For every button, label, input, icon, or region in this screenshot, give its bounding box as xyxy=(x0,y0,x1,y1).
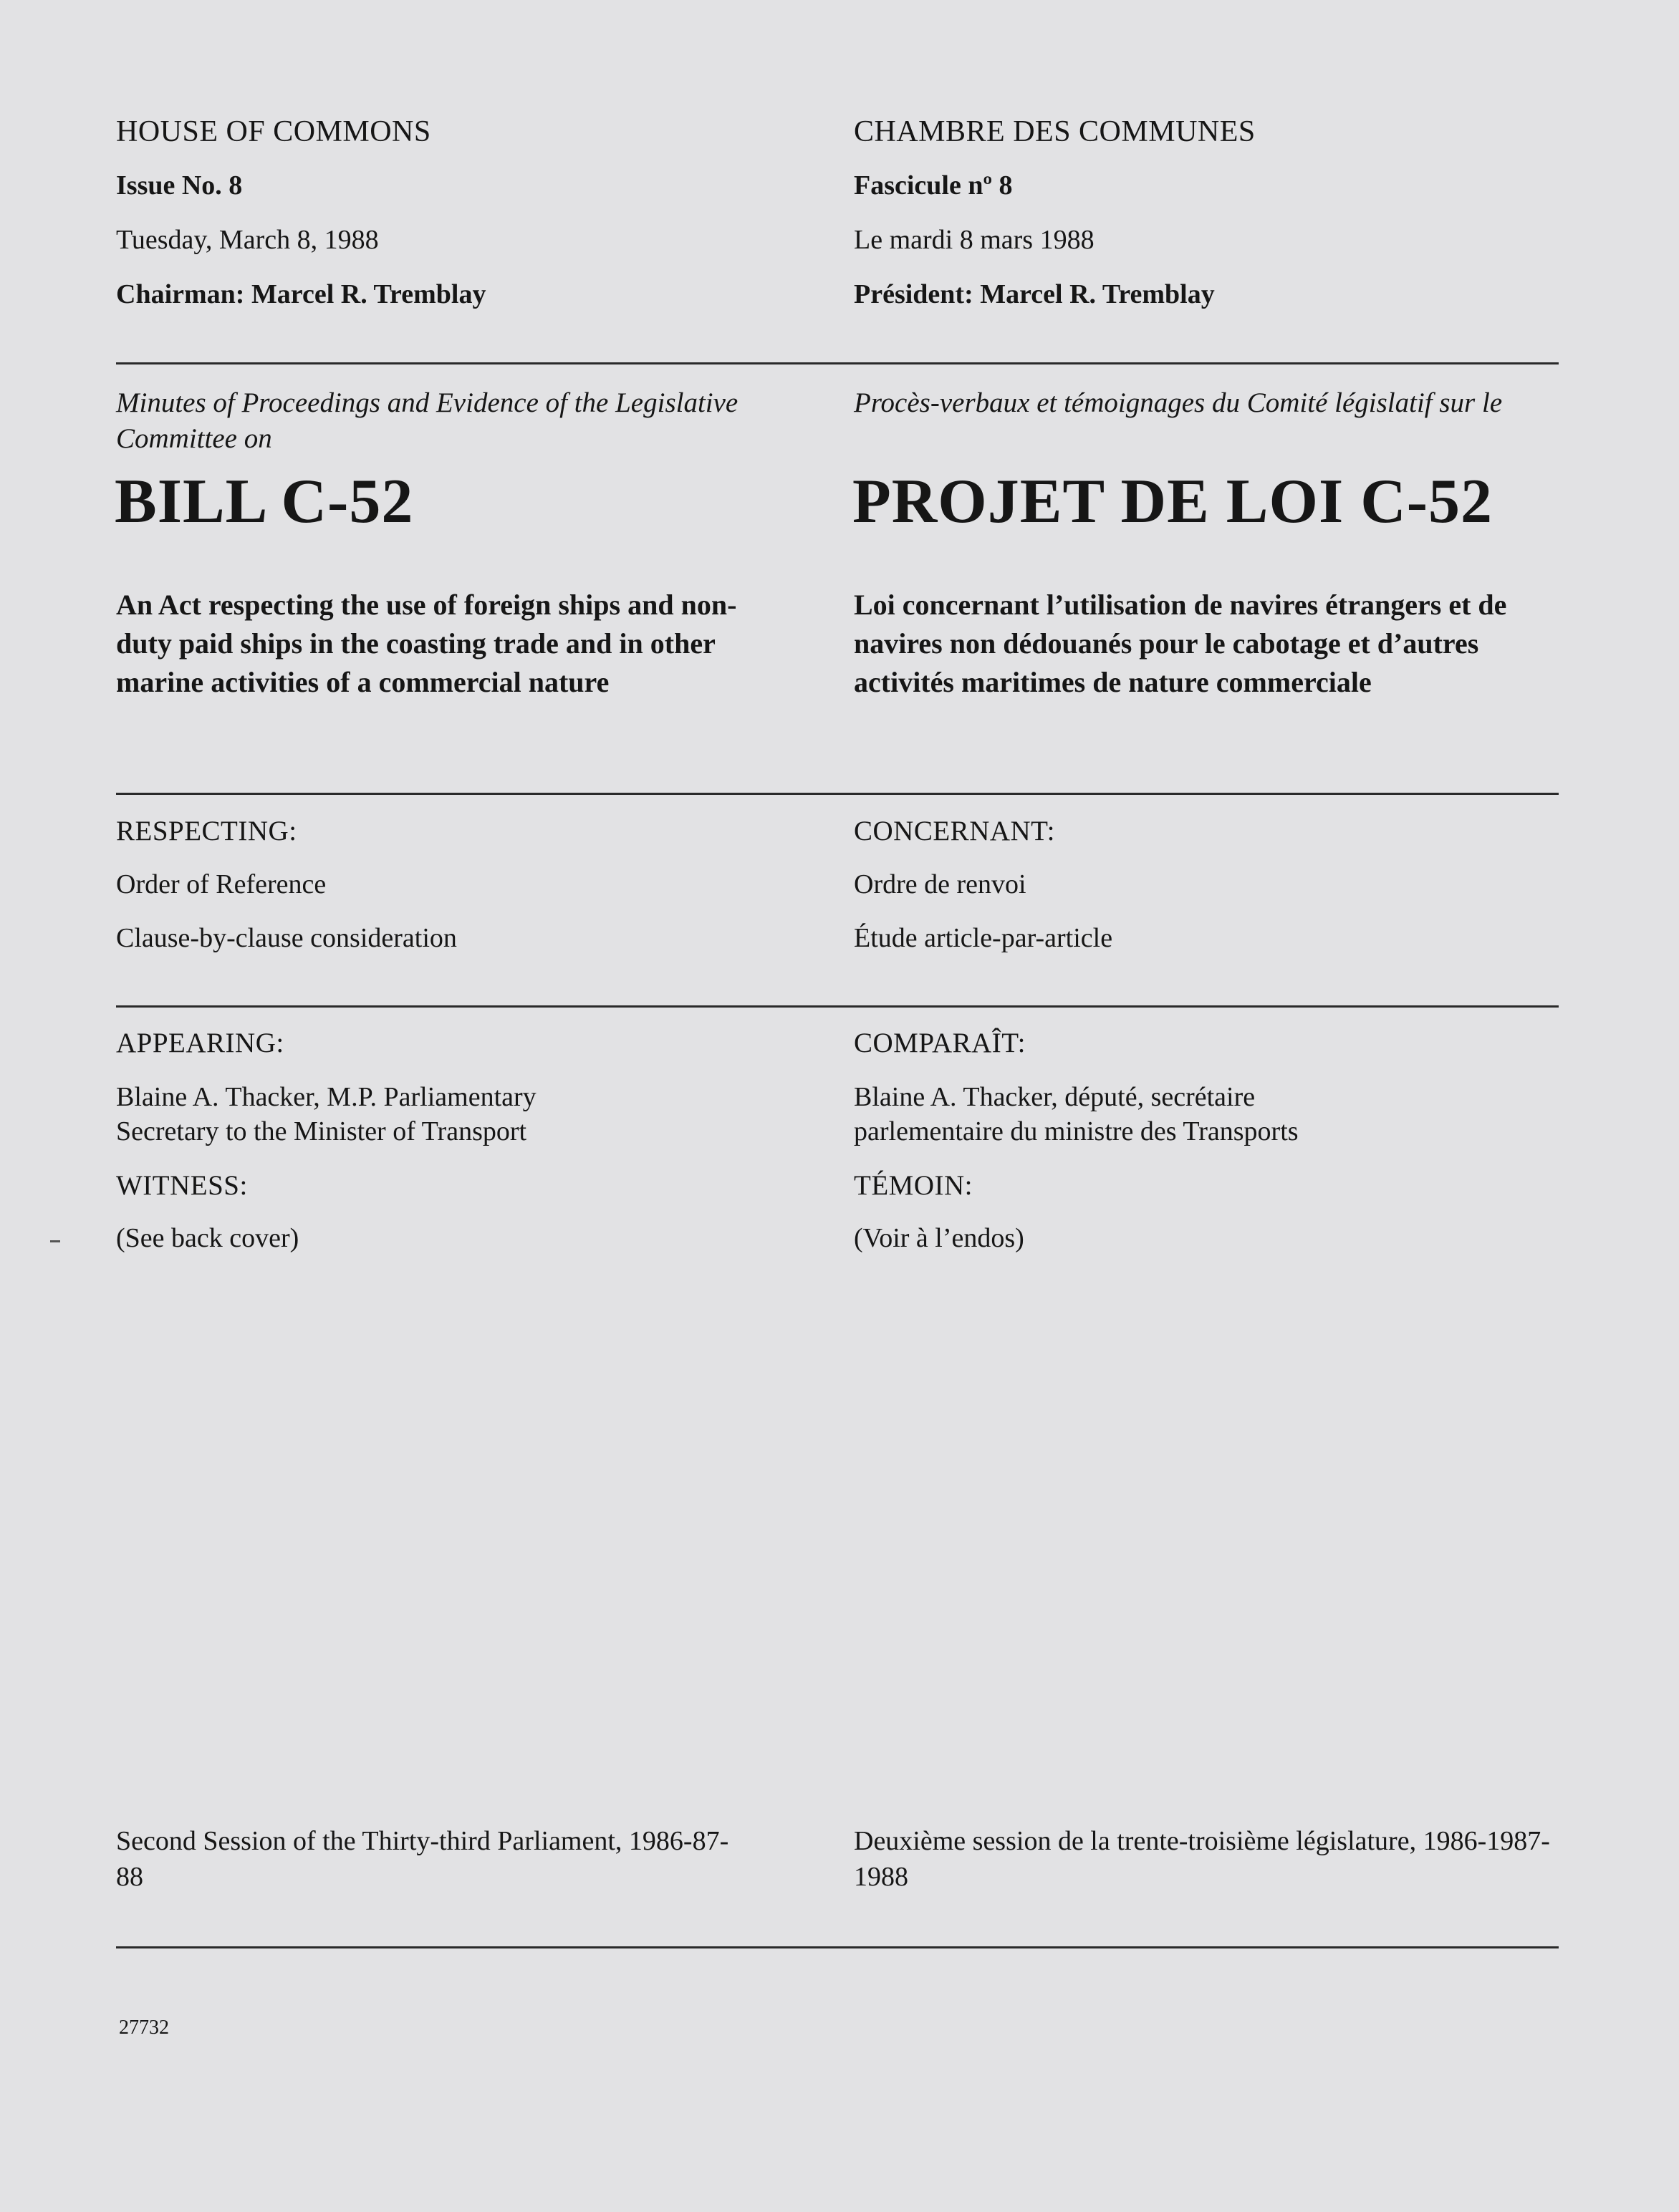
minutes-title: Minutes of Proceedings and Evidence of the Legislative Committee on xyxy=(116,387,739,454)
temoin-heading: TÉMOIN: xyxy=(854,1170,973,1201)
respecting-item: Clause-by-clause consideration xyxy=(116,923,457,953)
concernant-heading: CONCERNANT: xyxy=(854,816,1055,846)
concernant-item: Ordre de renvoi xyxy=(854,869,1026,899)
respecting-item: Order of Reference xyxy=(116,869,327,899)
divider-rule xyxy=(116,1005,1559,1008)
appearing-line: Secretary to the Minister of Transport xyxy=(116,1116,527,1146)
president: Président: Marcel R. Tremblay xyxy=(854,279,1215,309)
divider-rule xyxy=(116,1946,1559,1948)
fascicule-date: Le mardi 8 mars 1988 xyxy=(854,225,1095,255)
appearing-line: Blaine A. Thacker, M.P. Parliamentary xyxy=(116,1082,537,1112)
chairman: Chairman: Marcel R. Tremblay xyxy=(116,279,486,309)
comparait-heading: COMPARAÎT: xyxy=(854,1028,1026,1058)
appearing-heading: APPEARING: xyxy=(116,1028,284,1058)
issue-number: Issue No. 8 xyxy=(116,170,243,201)
concernant-item: Étude article-par-article xyxy=(854,923,1113,953)
fascicule-number: Fascicule nº 8 xyxy=(854,170,1013,201)
projet-de-loi-title: PROJET DE LOI C-52 xyxy=(852,467,1493,536)
witness-text: (See back cover) xyxy=(116,1223,299,1253)
bill-title: BILL C-52 xyxy=(115,467,414,536)
divider-rule xyxy=(116,793,1559,795)
proces-verbaux-title: Procès-verbaux et témoignages du Comité législatif sur le xyxy=(854,387,1503,418)
divider-rule xyxy=(116,362,1559,364)
comparait-line: Blaine A. Thacker, député, secrétaire xyxy=(854,1082,1256,1112)
witness-heading: WITNESS: xyxy=(116,1170,248,1201)
document-number: 27732 xyxy=(119,2017,169,2039)
margin-mark xyxy=(50,1240,60,1242)
temoin-text: (Voir à l’endos) xyxy=(854,1223,1024,1253)
chambre-des-communes-heading: CHAMBRE DES COMMUNES xyxy=(854,115,1256,148)
respecting-heading: RESPECTING: xyxy=(116,816,297,846)
session-text-fr: Deuxième session de la trente-troisième législature, 1986-1987-1988 xyxy=(854,1826,1550,1892)
session-text: Second Session of the Thirty-third Parliament, 1986-87-88 xyxy=(116,1826,729,1892)
issue-date: Tuesday, March 8, 1988 xyxy=(116,225,379,255)
house-of-commons-heading: HOUSE OF COMMONS xyxy=(116,115,431,148)
loi-title: Loi concernant l’utilisation de navires étrangers et de navires non dédouanés pour le cabotage et d’autres activités maritimes de nature commerciale xyxy=(854,589,1507,698)
comparait-line: parlementaire du ministre des Transports xyxy=(854,1116,1299,1146)
act-title: An Act respecting the use of foreign ships and non-duty paid ships in the coasting trade and in other marine activities of a commercial nature xyxy=(116,589,737,698)
